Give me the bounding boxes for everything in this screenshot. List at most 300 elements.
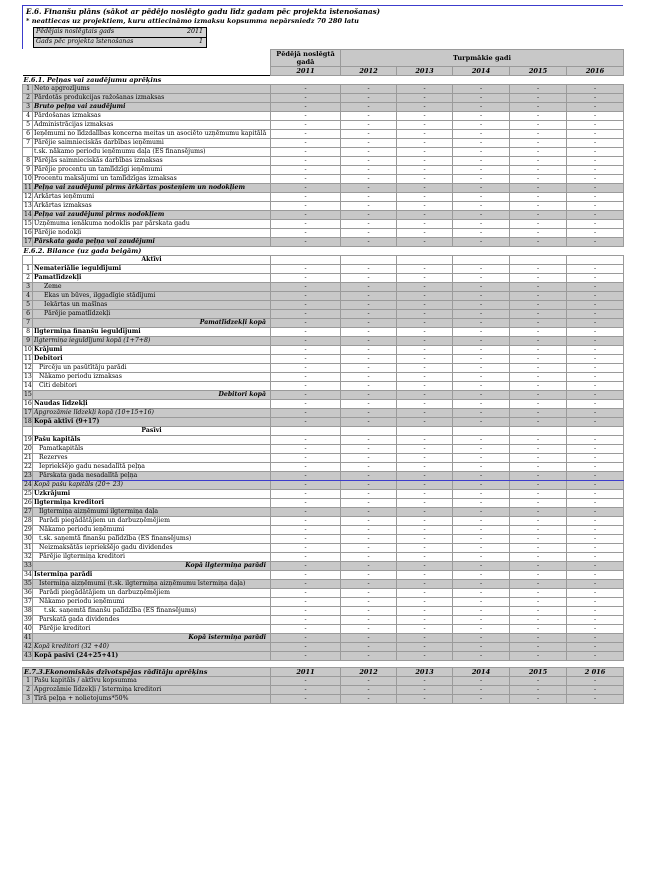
value-cell[interactable]: - (397, 238, 453, 247)
value-cell[interactable]: - (453, 148, 510, 157)
value-cell[interactable]: - (510, 274, 567, 283)
value-cell[interactable]: - (510, 598, 567, 607)
value-cell[interactable]: - (341, 445, 397, 454)
value-cell[interactable]: - (341, 319, 397, 328)
value-cell[interactable]: - (271, 562, 341, 571)
value-cell[interactable]: - (567, 607, 624, 616)
value-cell[interactable]: - (271, 175, 341, 184)
value-cell[interactable]: - (510, 616, 567, 625)
value-cell[interactable]: - (453, 463, 510, 472)
value-cell[interactable]: - (397, 490, 453, 499)
value-cell[interactable]: - (341, 94, 397, 103)
value-cell[interactable]: - (271, 238, 341, 247)
value-cell[interactable]: - (341, 695, 397, 704)
value-cell[interactable]: - (453, 677, 510, 686)
value-cell[interactable]: - (510, 652, 567, 661)
value-cell[interactable]: - (510, 157, 567, 166)
value-cell[interactable]: - (567, 508, 624, 517)
value-cell[interactable]: - (397, 292, 453, 301)
value-cell[interactable]: - (567, 274, 624, 283)
value-cell[interactable]: - (341, 211, 397, 220)
value-cell[interactable]: - (271, 373, 341, 382)
value-cell[interactable]: - (271, 148, 341, 157)
value-cell[interactable]: - (397, 274, 453, 283)
value-cell[interactable]: - (271, 319, 341, 328)
value-cell[interactable]: - (397, 409, 453, 418)
value-cell[interactable]: - (453, 112, 510, 121)
value-cell[interactable]: - (567, 175, 624, 184)
value-cell[interactable]: - (397, 634, 453, 643)
value-cell[interactable]: - (510, 94, 567, 103)
value-cell[interactable]: - (510, 418, 567, 427)
value-cell[interactable]: - (271, 695, 341, 704)
value-cell[interactable]: - (271, 328, 341, 337)
value-cell[interactable]: - (567, 409, 624, 418)
value-cell[interactable]: - (341, 346, 397, 355)
value-cell[interactable]: - (271, 490, 341, 499)
value-cell[interactable]: - (567, 301, 624, 310)
value-cell[interactable]: - (271, 211, 341, 220)
value-cell[interactable]: - (453, 508, 510, 517)
value-cell[interactable]: - (397, 589, 453, 598)
value-cell[interactable]: - (453, 310, 510, 319)
value-cell[interactable]: - (453, 220, 510, 229)
value-cell[interactable]: - (567, 598, 624, 607)
value-cell[interactable]: - (271, 517, 341, 526)
value-cell[interactable]: - (453, 355, 510, 364)
value-cell[interactable]: - (510, 364, 567, 373)
value-cell[interactable]: - (271, 139, 341, 148)
value-cell[interactable]: - (397, 580, 453, 589)
value-cell[interactable]: - (453, 364, 510, 373)
value-cell[interactable]: - (453, 490, 510, 499)
value-cell[interactable]: - (453, 202, 510, 211)
value-cell[interactable]: - (567, 166, 624, 175)
value-cell[interactable]: - (510, 544, 567, 553)
value-cell[interactable]: - (271, 508, 341, 517)
value-cell[interactable]: - (510, 625, 567, 634)
value-cell[interactable]: - (510, 112, 567, 121)
value-cell[interactable]: - (510, 677, 567, 686)
value-cell[interactable]: - (271, 436, 341, 445)
value-cell[interactable]: - (341, 571, 397, 580)
value-cell[interactable]: - (567, 103, 624, 112)
value-cell[interactable]: - (567, 238, 624, 247)
value-cell[interactable]: - (567, 634, 624, 643)
value-cell[interactable]: - (271, 634, 341, 643)
value-cell[interactable]: - (510, 499, 567, 508)
value-cell[interactable]: - (341, 490, 397, 499)
value-cell[interactable]: - (271, 310, 341, 319)
value-cell[interactable]: - (341, 283, 397, 292)
value-cell[interactable]: - (567, 94, 624, 103)
value-cell[interactable]: - (341, 643, 397, 652)
value-cell[interactable]: - (397, 346, 453, 355)
value-cell[interactable]: - (271, 463, 341, 472)
value-cell[interactable]: - (453, 580, 510, 589)
value-cell[interactable]: - (567, 148, 624, 157)
value-cell[interactable]: - (510, 337, 567, 346)
value-cell[interactable]: - (397, 85, 453, 94)
value-cell[interactable]: - (510, 328, 567, 337)
value-cell[interactable]: - (453, 382, 510, 391)
value-cell[interactable]: - (510, 580, 567, 589)
value-cell[interactable]: - (453, 553, 510, 562)
value-cell[interactable]: - (271, 571, 341, 580)
value-cell[interactable]: - (341, 292, 397, 301)
value-cell[interactable]: - (567, 283, 624, 292)
value-cell[interactable]: - (567, 580, 624, 589)
value-cell[interactable]: - (567, 310, 624, 319)
value-cell[interactable]: - (341, 103, 397, 112)
value-cell[interactable]: - (510, 283, 567, 292)
value-cell[interactable]: - (510, 526, 567, 535)
value-cell[interactable]: - (341, 301, 397, 310)
value-cell[interactable]: - (453, 292, 510, 301)
value-cell[interactable]: - (510, 517, 567, 526)
value-cell[interactable]: - (341, 535, 397, 544)
value-cell[interactable]: - (453, 526, 510, 535)
value-cell[interactable]: - (271, 526, 341, 535)
value-cell[interactable]: - (453, 481, 510, 490)
value-cell[interactable]: - (341, 337, 397, 346)
value-cell[interactable]: - (397, 94, 453, 103)
value-cell[interactable]: - (453, 193, 510, 202)
value-cell[interactable]: - (397, 454, 453, 463)
value-cell[interactable]: - (397, 157, 453, 166)
value-cell[interactable]: - (397, 391, 453, 400)
value-cell[interactable]: - (341, 85, 397, 94)
value-cell[interactable]: - (453, 517, 510, 526)
value-cell[interactable]: - (397, 598, 453, 607)
value-cell[interactable]: - (510, 589, 567, 598)
value-cell[interactable]: - (341, 463, 397, 472)
value-cell[interactable]: - (567, 157, 624, 166)
value-cell[interactable]: - (397, 643, 453, 652)
value-cell[interactable]: - (567, 517, 624, 526)
value-cell[interactable]: - (510, 346, 567, 355)
value-cell[interactable]: - (271, 184, 341, 193)
value-cell[interactable]: - (453, 400, 510, 409)
value-cell[interactable]: - (567, 265, 624, 274)
value-cell[interactable]: - (271, 677, 341, 686)
value-cell[interactable]: - (453, 571, 510, 580)
value-cell[interactable]: - (397, 364, 453, 373)
value-cell[interactable]: - (453, 418, 510, 427)
value-cell[interactable]: - (341, 472, 397, 481)
value-cell[interactable]: - (271, 652, 341, 661)
value-cell[interactable]: - (453, 589, 510, 598)
value-cell[interactable]: - (341, 409, 397, 418)
value-cell[interactable]: - (271, 472, 341, 481)
value-cell[interactable]: - (271, 616, 341, 625)
value-cell[interactable]: - (567, 130, 624, 139)
value-cell[interactable]: - (397, 139, 453, 148)
value-cell[interactable]: - (271, 625, 341, 634)
value-cell[interactable]: - (341, 544, 397, 553)
value-cell[interactable]: - (453, 445, 510, 454)
value-cell[interactable]: - (397, 193, 453, 202)
value-cell[interactable]: - (397, 355, 453, 364)
value-cell[interactable]: - (271, 274, 341, 283)
value-cell[interactable]: - (341, 112, 397, 121)
value-cell[interactable]: - (567, 346, 624, 355)
value-cell[interactable]: - (341, 229, 397, 238)
value-cell[interactable]: - (567, 553, 624, 562)
value-cell[interactable]: - (397, 472, 453, 481)
value-cell[interactable]: - (271, 130, 341, 139)
value-cell[interactable]: - (397, 283, 453, 292)
value-cell[interactable]: - (510, 292, 567, 301)
value-cell[interactable]: - (510, 445, 567, 454)
value-cell[interactable]: - (271, 643, 341, 652)
value-cell[interactable]: - (453, 616, 510, 625)
value-cell[interactable]: - (567, 400, 624, 409)
value-cell[interactable]: - (567, 373, 624, 382)
value-cell[interactable]: - (510, 103, 567, 112)
value-cell[interactable]: - (341, 175, 397, 184)
value-cell[interactable]: - (567, 436, 624, 445)
value-cell[interactable]: - (510, 562, 567, 571)
value-cell[interactable]: - (453, 139, 510, 148)
value-cell[interactable]: - (397, 625, 453, 634)
value-cell[interactable]: - (271, 607, 341, 616)
value-cell[interactable]: - (341, 616, 397, 625)
value-cell[interactable]: - (397, 211, 453, 220)
value-cell[interactable]: - (397, 695, 453, 704)
value-cell[interactable]: - (341, 686, 397, 695)
value-cell[interactable]: - (271, 499, 341, 508)
value-cell[interactable]: - (567, 535, 624, 544)
value-cell[interactable]: - (341, 499, 397, 508)
value-cell[interactable]: - (453, 409, 510, 418)
value-cell[interactable]: - (567, 220, 624, 229)
value-cell[interactable]: - (397, 463, 453, 472)
value-cell[interactable]: - (510, 184, 567, 193)
value-cell[interactable]: - (397, 328, 453, 337)
value-cell[interactable]: - (567, 589, 624, 598)
value-cell[interactable]: - (397, 301, 453, 310)
value-cell[interactable]: - (453, 391, 510, 400)
value-cell[interactable]: - (341, 562, 397, 571)
value-cell[interactable]: - (271, 409, 341, 418)
value-cell[interactable]: - (453, 121, 510, 130)
value-cell[interactable]: - (510, 319, 567, 328)
value-cell[interactable]: - (510, 301, 567, 310)
value-cell[interactable]: - (567, 490, 624, 499)
value-cell[interactable]: - (397, 166, 453, 175)
value-cell[interactable]: - (271, 265, 341, 274)
value-cell[interactable]: - (567, 463, 624, 472)
years-after-field[interactable] (33, 37, 207, 48)
value-cell[interactable]: - (567, 121, 624, 130)
value-cell[interactable]: - (397, 202, 453, 211)
value-cell[interactable]: - (271, 166, 341, 175)
value-cell[interactable]: - (397, 184, 453, 193)
value-cell[interactable]: - (453, 544, 510, 553)
value-cell[interactable]: - (453, 598, 510, 607)
value-cell[interactable]: - (341, 517, 397, 526)
value-cell[interactable]: - (510, 220, 567, 229)
value-cell[interactable]: - (510, 148, 567, 157)
value-cell[interactable]: - (453, 436, 510, 445)
value-cell[interactable]: - (453, 607, 510, 616)
value-cell[interactable]: - (341, 238, 397, 247)
value-cell[interactable]: - (271, 229, 341, 238)
value-cell[interactable]: - (567, 677, 624, 686)
value-cell[interactable]: - (453, 301, 510, 310)
value-cell[interactable]: - (341, 355, 397, 364)
value-cell[interactable]: - (453, 535, 510, 544)
value-cell[interactable]: - (510, 373, 567, 382)
value-cell[interactable]: - (567, 481, 624, 490)
value-cell[interactable]: - (341, 364, 397, 373)
value-cell[interactable]: - (510, 571, 567, 580)
value-cell[interactable]: - (453, 625, 510, 634)
value-cell[interactable]: - (453, 265, 510, 274)
value-cell[interactable]: - (567, 454, 624, 463)
value-cell[interactable]: - (397, 686, 453, 695)
value-cell[interactable]: - (341, 148, 397, 157)
value-cell[interactable]: - (341, 607, 397, 616)
value-cell[interactable]: - (341, 598, 397, 607)
value-cell[interactable]: - (453, 130, 510, 139)
value-cell[interactable]: - (341, 625, 397, 634)
value-cell[interactable]: - (397, 571, 453, 580)
value-cell[interactable]: - (510, 193, 567, 202)
value-cell[interactable]: - (341, 139, 397, 148)
value-cell[interactable]: - (453, 562, 510, 571)
value-cell[interactable]: - (567, 544, 624, 553)
value-cell[interactable]: - (271, 193, 341, 202)
value-cell[interactable]: - (397, 319, 453, 328)
value-cell[interactable]: - (271, 580, 341, 589)
value-cell[interactable]: - (271, 598, 341, 607)
value-cell[interactable]: - (397, 175, 453, 184)
value-cell[interactable]: - (397, 544, 453, 553)
value-cell[interactable]: - (341, 382, 397, 391)
value-cell[interactable]: - (271, 121, 341, 130)
value-cell[interactable]: - (453, 238, 510, 247)
value-cell[interactable]: - (397, 436, 453, 445)
value-cell[interactable]: - (567, 686, 624, 695)
value-cell[interactable]: - (341, 508, 397, 517)
value-cell[interactable]: - (341, 589, 397, 598)
value-cell[interactable]: - (567, 337, 624, 346)
value-cell[interactable]: - (453, 319, 510, 328)
value-cell[interactable]: - (271, 301, 341, 310)
value-cell[interactable]: - (453, 94, 510, 103)
value-cell[interactable]: - (567, 229, 624, 238)
value-cell[interactable]: - (341, 130, 397, 139)
value-cell[interactable]: - (271, 418, 341, 427)
value-cell[interactable]: - (567, 193, 624, 202)
value-cell[interactable]: - (510, 265, 567, 274)
value-cell[interactable]: - (341, 184, 397, 193)
value-cell[interactable]: - (567, 364, 624, 373)
value-cell[interactable]: - (271, 112, 341, 121)
value-cell[interactable]: - (341, 373, 397, 382)
value-cell[interactable]: - (271, 445, 341, 454)
value-cell[interactable]: - (397, 400, 453, 409)
value-cell[interactable]: - (510, 490, 567, 499)
value-cell[interactable]: - (341, 526, 397, 535)
value-cell[interactable]: - (397, 607, 453, 616)
value-cell[interactable]: - (510, 130, 567, 139)
value-cell[interactable]: - (341, 652, 397, 661)
value-cell[interactable]: - (567, 445, 624, 454)
value-cell[interactable]: - (567, 499, 624, 508)
value-cell[interactable]: - (341, 157, 397, 166)
value-cell[interactable]: - (341, 220, 397, 229)
value-cell[interactable]: - (453, 157, 510, 166)
value-cell[interactable]: - (397, 562, 453, 571)
value-cell[interactable]: - (341, 121, 397, 130)
value-cell[interactable]: - (341, 193, 397, 202)
value-cell[interactable]: - (341, 418, 397, 427)
value-cell[interactable]: - (271, 283, 341, 292)
value-cell[interactable]: - (453, 184, 510, 193)
value-cell[interactable]: - (271, 391, 341, 400)
value-cell[interactable]: - (271, 202, 341, 211)
value-cell[interactable]: - (510, 535, 567, 544)
value-cell[interactable]: - (567, 695, 624, 704)
value-cell[interactable]: - (510, 166, 567, 175)
value-cell[interactable]: - (341, 481, 397, 490)
value-cell[interactable]: - (397, 553, 453, 562)
value-cell[interactable]: - (453, 85, 510, 94)
value-cell[interactable]: - (510, 382, 567, 391)
value-cell[interactable]: - (510, 202, 567, 211)
value-cell[interactable]: - (397, 382, 453, 391)
value-cell[interactable]: - (271, 292, 341, 301)
value-cell[interactable]: - (510, 175, 567, 184)
value-cell[interactable]: - (510, 121, 567, 130)
value-cell[interactable]: - (271, 382, 341, 391)
value-cell[interactable]: - (510, 238, 567, 247)
value-cell[interactable]: - (397, 112, 453, 121)
value-cell[interactable]: - (453, 103, 510, 112)
value-cell[interactable]: - (453, 346, 510, 355)
value-cell[interactable]: - (453, 634, 510, 643)
value-cell[interactable]: - (341, 553, 397, 562)
value-cell[interactable]: - (453, 328, 510, 337)
value-cell[interactable]: - (510, 409, 567, 418)
value-cell[interactable]: - (567, 139, 624, 148)
value-cell[interactable]: - (567, 652, 624, 661)
value-cell[interactable]: - (397, 103, 453, 112)
value-cell[interactable]: - (397, 310, 453, 319)
value-cell[interactable]: - (453, 695, 510, 704)
value-cell[interactable]: - (271, 553, 341, 562)
value-cell[interactable]: - (567, 526, 624, 535)
value-cell[interactable]: - (510, 391, 567, 400)
value-cell[interactable]: - (271, 454, 341, 463)
value-cell[interactable]: - (453, 686, 510, 695)
value-cell[interactable]: - (567, 616, 624, 625)
value-cell[interactable]: - (397, 508, 453, 517)
value-cell[interactable]: - (453, 166, 510, 175)
value-cell[interactable]: - (567, 382, 624, 391)
value-cell[interactable]: - (397, 418, 453, 427)
value-cell[interactable]: - (510, 695, 567, 704)
value-cell[interactable]: - (397, 265, 453, 274)
value-cell[interactable]: - (271, 355, 341, 364)
value-cell[interactable]: - (567, 112, 624, 121)
value-cell[interactable]: - (510, 481, 567, 490)
value-cell[interactable]: - (567, 292, 624, 301)
value-cell[interactable]: - (397, 121, 453, 130)
